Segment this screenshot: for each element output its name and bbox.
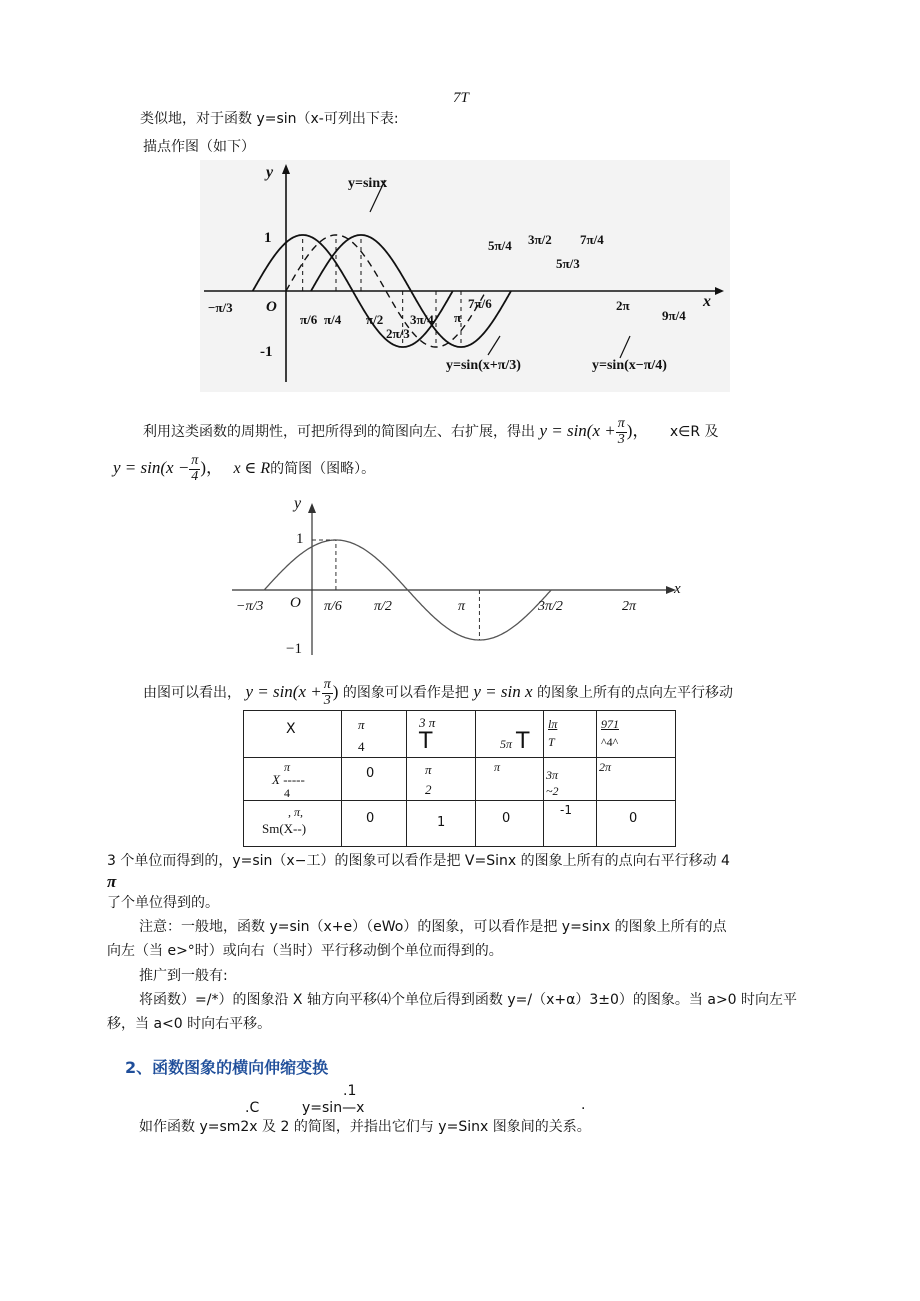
table-cell	[597, 801, 676, 847]
table-row	[244, 758, 676, 801]
r2-c6: 2π	[599, 760, 612, 774]
tick-pi6: π/6	[300, 312, 318, 327]
r1-c3-big: T	[419, 729, 433, 754]
extend-frac-1	[616, 417, 627, 447]
r1-c4-big: T	[516, 729, 530, 754]
para-4: 向左（当 e>°时）或向右（当时）平行移动倒个单位而得到的。	[107, 943, 503, 959]
table-cell	[244, 711, 342, 758]
table-cell	[597, 711, 676, 758]
seen-formula-2: y = sin x	[473, 682, 533, 701]
table-cell	[342, 711, 407, 758]
table-cell	[544, 711, 597, 758]
r3-c6: 0	[629, 811, 638, 826]
graph2-tick-neg-pi3: −π/3	[236, 599, 264, 614]
tick-7pi4: 7π/4	[580, 232, 604, 247]
table-cell	[407, 758, 476, 801]
tick-5pi4: 5π/4	[488, 238, 512, 253]
plot-line: 描点作图（如下）	[143, 139, 255, 155]
extend-domain-1: x∈R 及	[669, 424, 719, 440]
r1-c5-top: lπ	[548, 717, 558, 731]
table-cell	[244, 758, 342, 801]
graph1-origin: O	[266, 299, 277, 315]
section-heading: 2、函数图象的横向伸缩变换	[125, 1058, 329, 1077]
r2-c4: π	[494, 760, 501, 774]
r2-c2: 0	[366, 766, 375, 781]
r1-c4-small: 5π	[500, 737, 513, 751]
r2-c3-bot: 2	[425, 782, 432, 797]
tick-7pi6: 7π/6	[468, 296, 492, 311]
table-cell	[407, 801, 476, 847]
tick-pi2: π/2	[366, 312, 384, 327]
extend-frac-1-den: 3	[617, 431, 625, 447]
r3-c1-top: , π,	[288, 805, 304, 819]
r2-c1-top: π	[284, 760, 291, 774]
table-cell	[244, 801, 342, 847]
r1-c6-top: 971	[601, 717, 619, 731]
r2-c5-top: 3π	[546, 768, 559, 782]
section-sup-c: .C	[245, 1100, 260, 1116]
value-table	[243, 710, 676, 847]
section-last-line: 如作函数 y=sm2x 及 2 的简图，并指出它们与 y=Sinx 图象间的关系。	[139, 1119, 591, 1135]
r2-c3-top: π	[425, 762, 432, 777]
table-cell	[476, 758, 544, 801]
para-1: 3 个单位而得到的，y=sin（x−工）的图象可以看作是把 V=Sinx 的图象上所有的点向右平行移动 4	[107, 853, 730, 869]
r3-c5: -1	[560, 803, 572, 817]
graph2-one: 1	[296, 531, 304, 547]
label-y-sin-x-plus-pi3: y=sin(x+π/3)	[446, 358, 521, 373]
table-cell	[407, 711, 476, 758]
r2-c1-den: 4	[284, 786, 290, 800]
graph2-x-label: x	[674, 581, 681, 597]
graph2-origin: O	[290, 595, 301, 611]
extend-close-1: )，	[626, 421, 650, 440]
graph2-y-label: y	[294, 495, 302, 512]
graph2-tick-3pi2: 3π/2	[538, 599, 563, 614]
graph1-neg-one: -1	[260, 344, 273, 360]
table-cell	[544, 758, 597, 801]
r2-c5-bot: ~2	[546, 784, 559, 798]
table-cell	[544, 801, 597, 847]
table-row	[244, 801, 676, 847]
seen-formula: y = sin(x +	[245, 682, 322, 701]
tick-2pi: 2π	[616, 298, 630, 313]
table-cell	[597, 758, 676, 801]
tick-2pi3: 2π/3	[386, 326, 410, 341]
extend-text: 利用这类函数的周期性，可把所得到的简图向左、右扩展，得出	[143, 424, 535, 440]
graph-shifted-sines	[200, 160, 730, 392]
r3-c2: 0	[366, 811, 375, 826]
graph2-svg	[232, 495, 690, 665]
graph2-tick-pi2: π/2	[374, 599, 392, 614]
tick-5pi3: 5π/3	[556, 256, 580, 271]
tick-neg-pi3: −π/3	[208, 300, 233, 315]
graph1-y-label: y	[266, 164, 274, 181]
para-1-pi: π	[107, 872, 117, 891]
r2-c1-bot: X -----	[272, 772, 305, 787]
r1-c3-top: 3 π	[419, 715, 436, 730]
para-5: 推广到一般有:	[139, 968, 228, 984]
r3-c4: 0	[502, 811, 511, 826]
table-cell	[342, 801, 407, 847]
graph1-x-label: x	[703, 293, 711, 310]
graph2-tick-pi: π	[458, 599, 466, 614]
table-cell	[342, 758, 407, 801]
extend-domain-2: x ∈ R	[233, 460, 271, 477]
r1-c1: X	[286, 721, 296, 737]
extend-formula-2: y = sin(x −	[113, 458, 190, 477]
extend-line-1	[143, 411, 719, 452]
seen-line	[143, 672, 733, 713]
extend-frac-1-num: π	[617, 415, 625, 431]
para-2: 了个单位得到的。	[107, 895, 219, 911]
graph2-neg-one: −1	[286, 641, 302, 657]
para-7: 移，当 a<0 时向右平移。	[107, 1016, 272, 1032]
para-3: 注意：一般地，函数 y=sin（x+e）（eWo）的图象，可以看作是把 y=sinx 的图象上所有的点	[139, 919, 727, 935]
seen-frac-num: π	[323, 676, 331, 692]
graph2-tick-2pi: 2π	[622, 599, 637, 614]
r3-c1-bot: Sm(X--)	[262, 821, 307, 836]
section-sup-1: .1	[343, 1083, 357, 1099]
section-dot: .	[581, 1097, 586, 1113]
section-eq: y=sin—x	[302, 1100, 365, 1116]
seen-frac-den: 3	[323, 692, 331, 708]
seen-text-b: 的图象可以看作是把	[342, 685, 469, 701]
r3-c3: 1	[437, 815, 446, 830]
table-cell	[476, 801, 544, 847]
table-cell	[476, 711, 544, 758]
graph-sin-x-plus-pi3	[232, 495, 690, 665]
extend-line-2	[113, 448, 375, 489]
extend-formula-1: y = sin(x +	[539, 421, 616, 440]
seen-text-a: 由图可以看出，	[143, 685, 241, 701]
extend-frac-2-num: π	[191, 452, 199, 468]
tick-3pi2: 3π/2	[528, 232, 552, 247]
extend-frac-2	[189, 454, 200, 484]
tick-9pi4: 9π/4	[662, 308, 686, 323]
extend-close-2: )，	[200, 458, 223, 477]
r1-c5-bot: T	[548, 735, 555, 749]
r1-c6-bot: ^4^	[601, 735, 619, 749]
extend-frac-2-den: 4	[191, 468, 199, 484]
intro-line: 类似地，对于函数 y=sin（x-可列出下表:	[140, 111, 399, 127]
extend-domain-2-text: 的简图（图略）。	[270, 461, 376, 477]
top-mark: 7T	[453, 90, 469, 106]
tick-pi4: π/4	[324, 312, 342, 327]
table-row	[244, 711, 676, 758]
label-y-sinx: y=sinx	[348, 176, 388, 191]
r1-c2-bot: 4	[358, 739, 365, 754]
r1-c2-top: π	[358, 717, 365, 732]
seen-text-c: 的图象上所有的点向左平行移动	[536, 685, 733, 701]
graph2-tick-pi6: π/6	[324, 599, 342, 614]
seen-close: )	[332, 682, 339, 701]
graph1-one: 1	[264, 230, 272, 246]
para-6: 将函数）=/*）的图象沿 X 轴方向平移⑷个单位后得到函数 y=/（x+α）3±0）的图象。当 a>0 时向左平	[139, 992, 798, 1008]
tick-3pi4: 3π/4	[410, 312, 434, 327]
seen-frac	[322, 678, 333, 708]
tick-pi: π	[454, 310, 462, 325]
label-y-sin-x-minus-pi4: y=sin(x−π/4)	[592, 358, 667, 373]
